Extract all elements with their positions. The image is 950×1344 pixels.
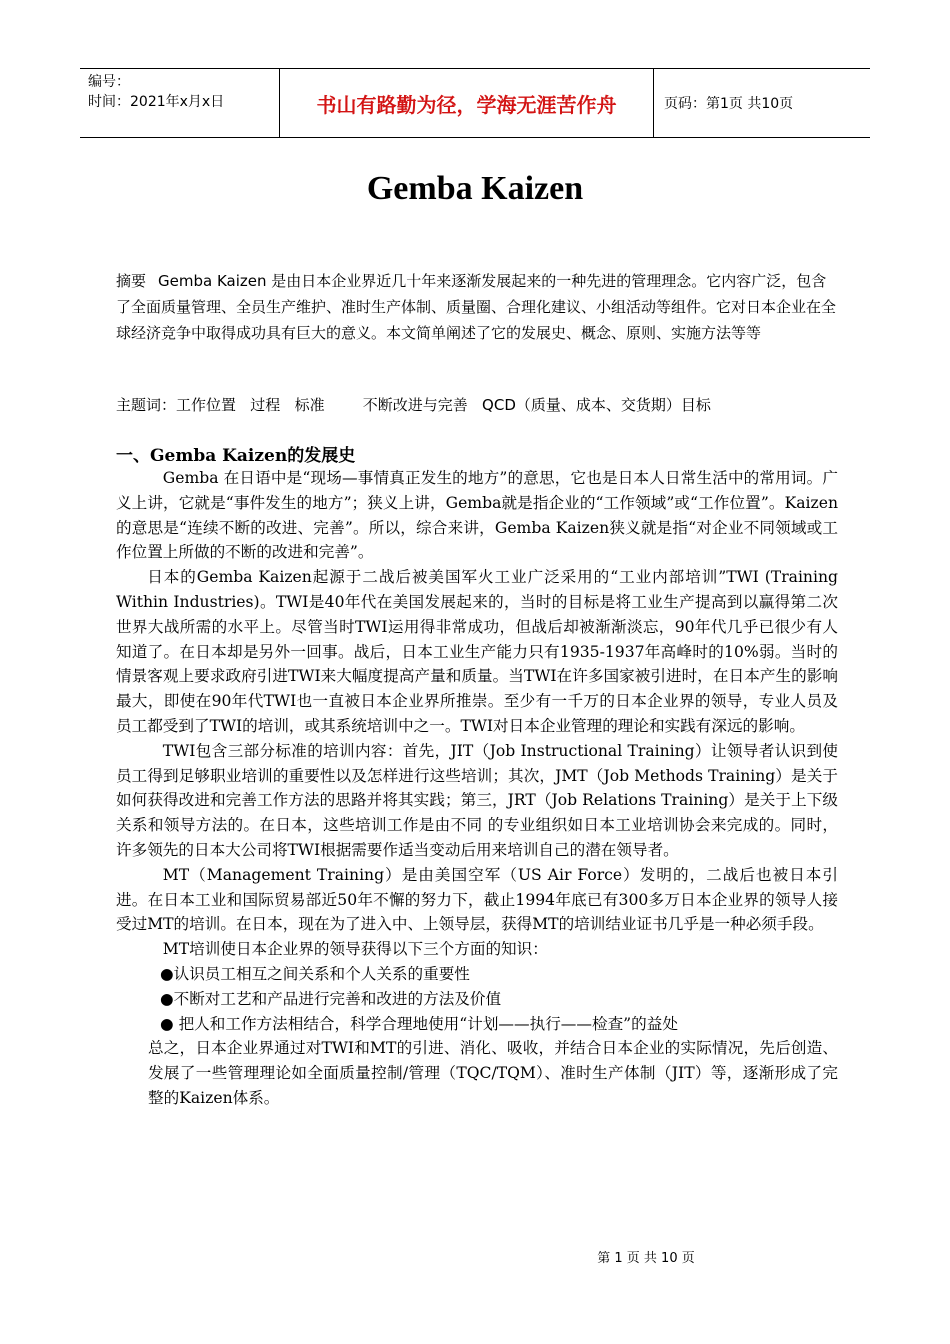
bullet-list bbox=[116, 962, 838, 1036]
abstract-text: Gemba Kaizen 是由日本企业界近几十年来逐渐发展起来的一种先进的管理理念。它内容广泛，包含了全面质量管理、全员生产维护、准时生产体制、质量圈、合理化建议、小组活动等组件。它对日本企业在全球经济竞争中取得成功具有巨大的意义。本文简单阐述了它的发展史、概念、原则、实施方法等等 bbox=[116, 272, 837, 342]
list-item: ● 把人和工作方法相结合，科学合理地使用“计划——执行——检查”的益处 bbox=[160, 1014, 678, 1033]
paragraph: TWI包含三部分标准的培训内容：首先，JIT（Job Instructional Training）让领导者认识到使员工得到足够职业培训的重要性以及怎样进行这些培训；其次，JMT（Job Methods Training）是关于如何获得改进和完善工作方法的思路并将其实践；第三，JRT（Job Relations Training）是关于上下级关系和领导方法的。在日本，这些培训工作是由不同 的专业组织如日本工业培训协会来完成的。同时，许多领先的日本大公司将TWI根据需要作适当变动后用来培训自己的潜在领导者。 bbox=[116, 741, 838, 859]
header-left-cell bbox=[80, 69, 280, 137]
paragraph: MT（Management Training）是由美国空军（US Air Force）发明的，二战后也被日本引进。在日本工业和国际贸易部近50年不懈的努力下，截止1994年底已有300多万日本企业界的领导人接受过MT的培训。在日本，现在为了进入中、上领导层，获得MT的培训结业证书几乎是一种必须手段。 bbox=[116, 865, 838, 934]
page-header bbox=[80, 68, 870, 138]
section-heading: 一、Gemba Kaizen的发展史 bbox=[116, 446, 356, 466]
paragraph: Gemba 在日语中是“现场—事情真正发生的地方”的意思，它也是日本人日常生活中的常用词。广义上讲，它就是“事件发生的地方”；狭义上讲，Gemba就是指企业的“工作领域”或“工作位置”。Kaizen的意思是“连续不断的改进、完善”。所以，综合来讲，Gemba Kaizen狭义就是指“对企业不同领域或工作位置上所做的不断的改进和完善”。 bbox=[116, 469, 838, 562]
section-body bbox=[116, 466, 838, 1111]
keywords: 主题词：工作位置 过程 标准 不断改进与完善 QCD（质量、成本、交货期）目标 bbox=[116, 396, 711, 414]
list-item: ●认识员工相互之间关系和个人关系的重要性 bbox=[160, 964, 470, 983]
abstract bbox=[116, 268, 838, 346]
header-motto: 书山有路勤为径，学海无涯苦作舟 bbox=[280, 69, 654, 137]
paragraph: 日本的Gemba Kaizen起源于二战后被美国军火工业广泛采用的“工业内部培训”TWI (Training Within Industries)。TWI是40年代在美国发展起来的，当时的目标是将工业生产提高到以赢得第二次世界大战所需的水平上。尽管当时TWI运用得非常成功，但战后却被渐渐淡忘，90年代几乎已很少有人知道了。在日本却是另外一回事。战后，日本工业生产能力只有1935-1937年高峰时的10%弱。当时的情景客观上要求政府引进TWI来大幅度提高产量和质量。当TWI在许多国家被引进时，在日本产生的影响最大，即使在90年代TWI也一直被日本企业界所推崇。至少有一千万的日本企业界的领导，专业人员及员工都受到了TWI的培训，或其系统培训中之一。TWI对日本企业管理的理论和实践有深远的影响。 bbox=[116, 568, 838, 735]
doc-number-label: 编号： bbox=[88, 74, 130, 90]
page-footer: 第 1 页 共 10 页 bbox=[597, 1251, 695, 1266]
header-page-info: 页码：第1页 共10页 bbox=[664, 96, 794, 112]
list-item: ●不断对工艺和产品进行完善和改进的方法及价值 bbox=[160, 989, 502, 1008]
document-title: Gemba Kaizen bbox=[366, 170, 584, 207]
summary-paragraph: 总之，日本企业界通过对TWI和MT的引进、消化、吸收，并结合日本企业的实际情况，先后创造、发展了一些管理理论如全面质量控制/管理（TQC/TQM）、准时生产体制（JIT）等，逐渐形成了完整的Kaizen体系。 bbox=[148, 1039, 838, 1107]
paragraph: MT培训使日本企业界的领导获得以下三个方面的知识： bbox=[162, 940, 548, 959]
doc-time-label: 时间：2021年x月x日 bbox=[88, 94, 225, 110]
abstract-label: 摘要 bbox=[116, 272, 147, 290]
